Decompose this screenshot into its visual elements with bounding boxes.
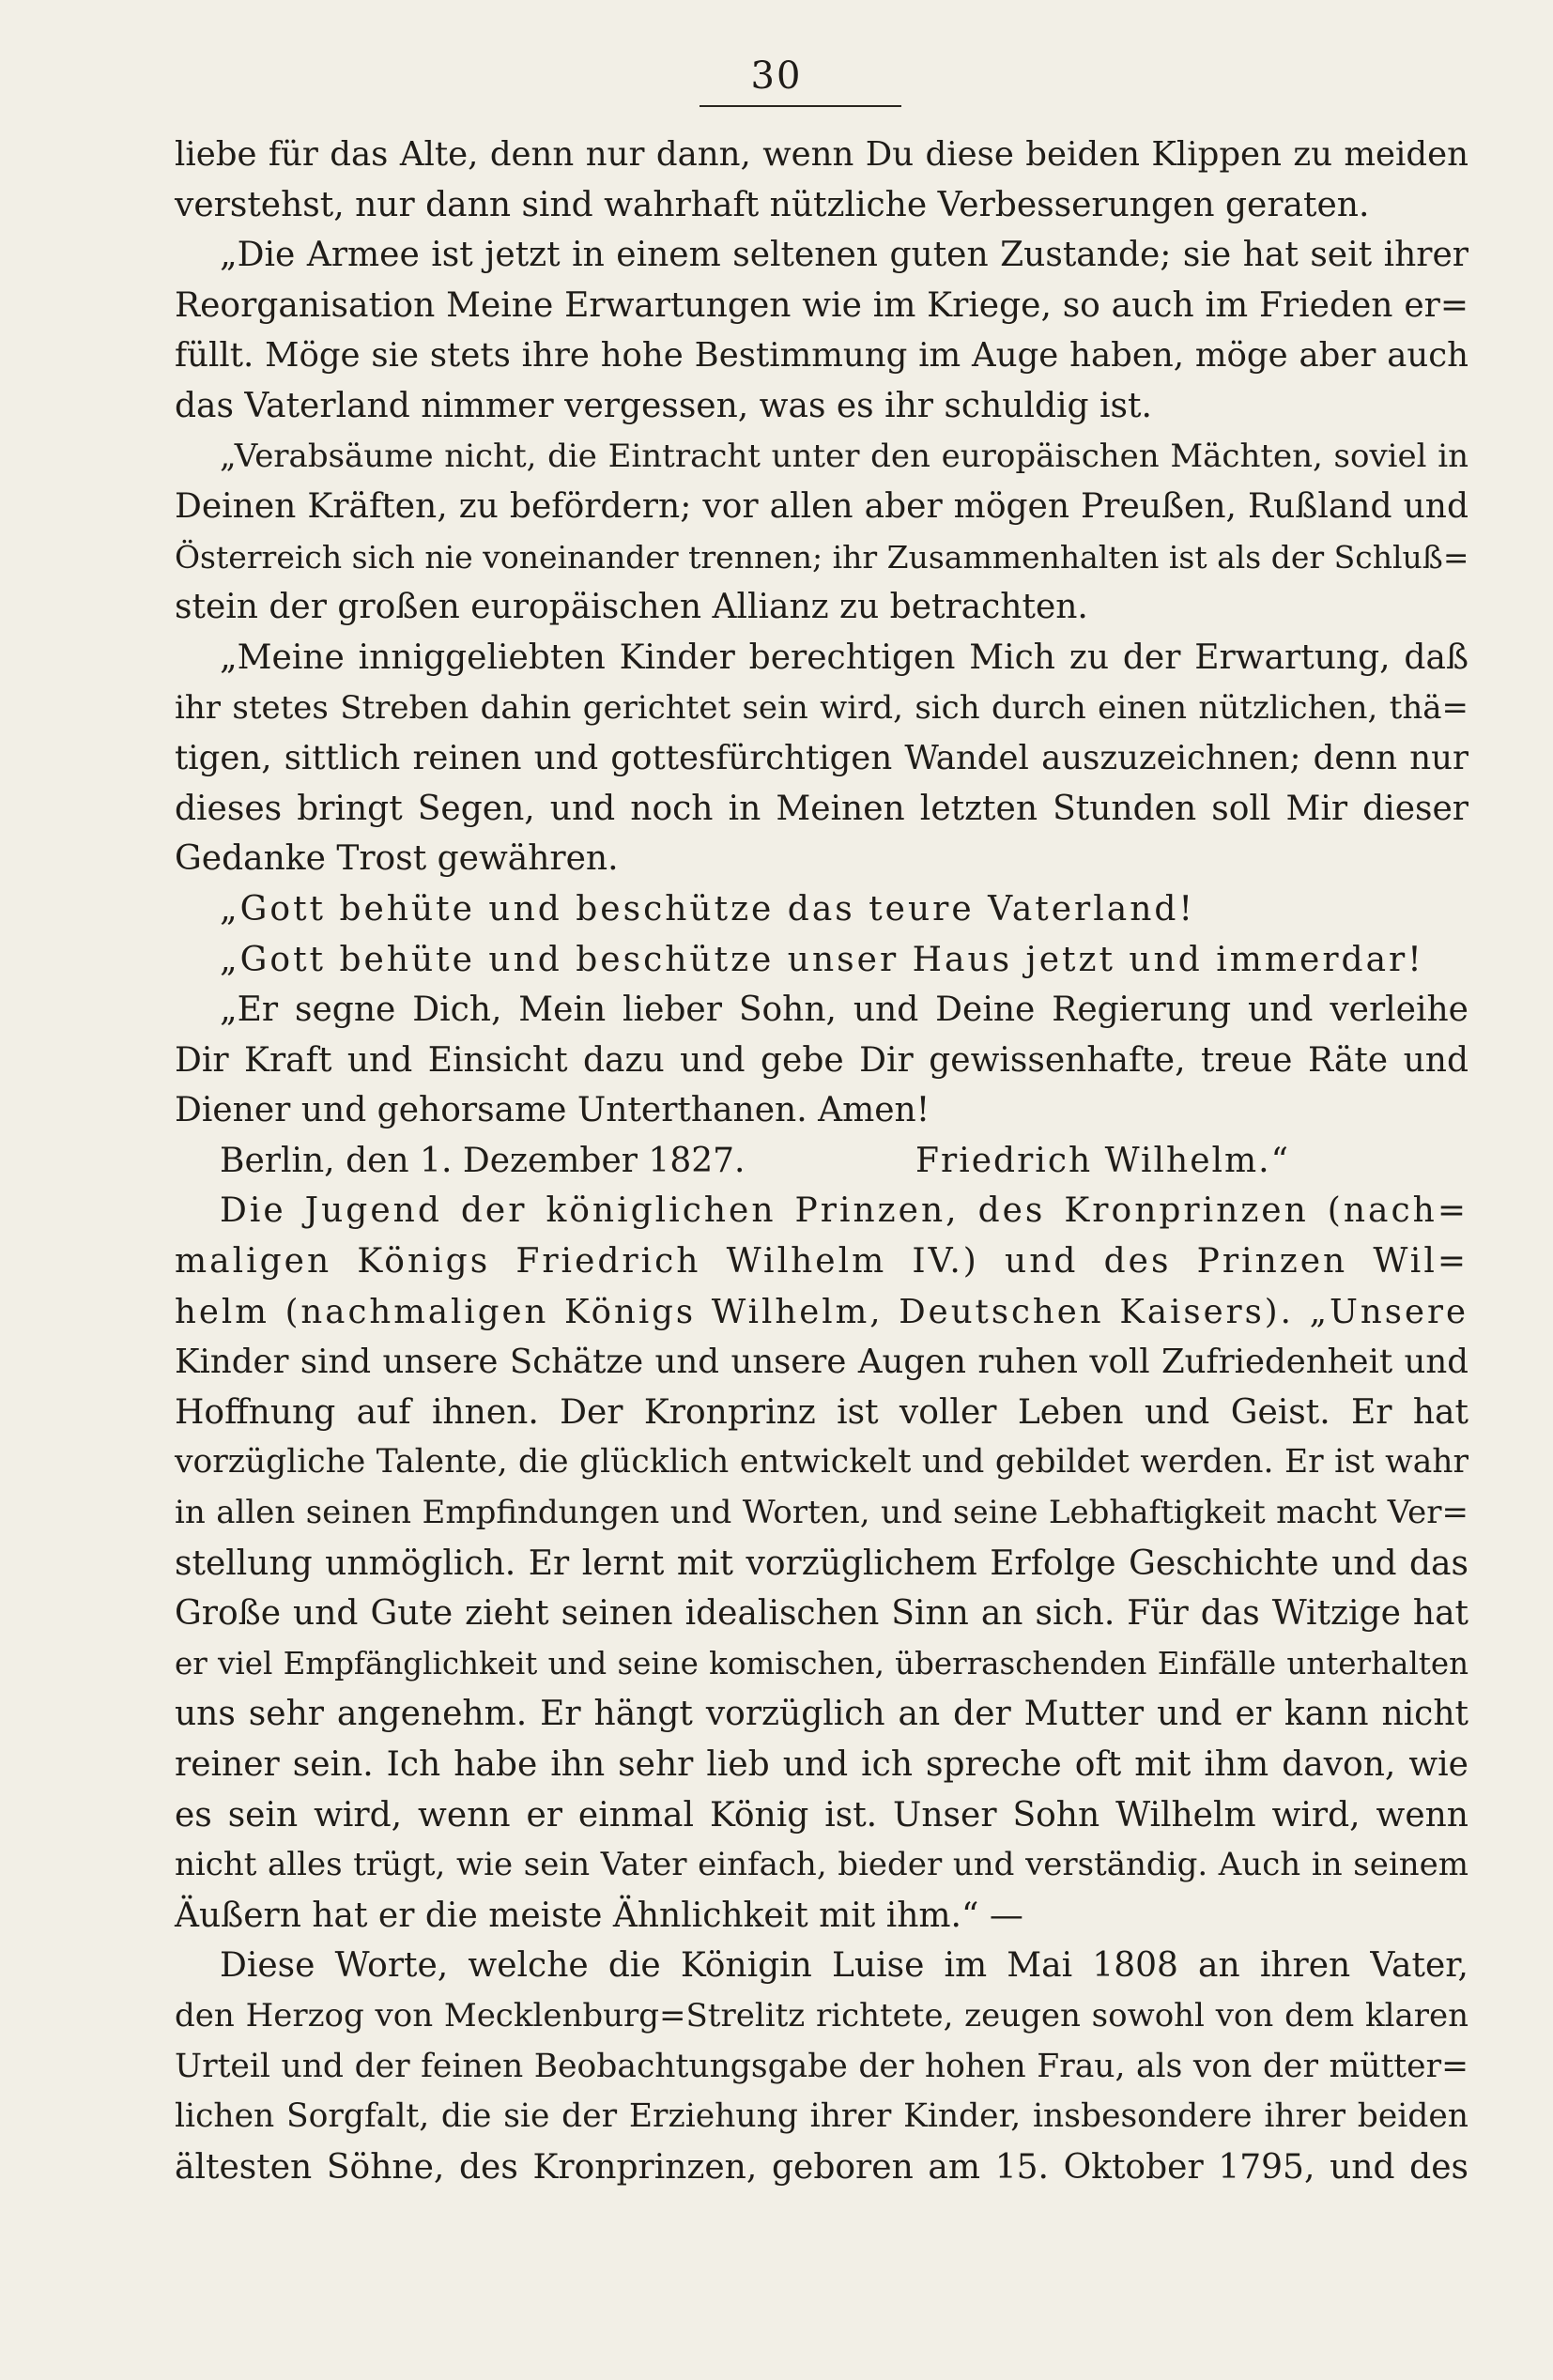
- text-line: Kinder sind unsere Schätze und unsere Augen ruhen voll Zufriedenheit und: [175, 1343, 1468, 1382]
- text-line: Hoffnung auf ihnen. Der Kronprinz ist voller Leben und Geist. Er hat: [175, 1392, 1468, 1432]
- text-line: er viel Empfänglichkeit und seine komischen, überraschenden Einfälle unterhalten: [175, 1645, 1468, 1681]
- text-line: Die Jugend der königlichen Prinzen, des Kronprinzen (nach=: [220, 1191, 1468, 1231]
- text-line: tigen, sittlich reinen und gottesfürchtigen Wandel auszuzeichnen; denn nur: [175, 739, 1468, 778]
- page-number: 30: [750, 54, 803, 98]
- header-rule: [700, 105, 901, 107]
- text-line: Dir Kraft und Einsicht dazu und gebe Dir gewissenhafte, treue Räte und: [175, 1040, 1468, 1080]
- text-line: Gedanke Trost gewähren.: [175, 839, 619, 879]
- text-line: ältesten Söhne, des Kronprinzen, geboren am 15. Oktober 1795, und des: [175, 2147, 1468, 2187]
- text-line: ihr stetes Streben dahin gerichtet sein wird, sich durch einen nützlichen, thä=: [175, 688, 1468, 727]
- text-line: lichen Sorgfalt, die sie der Erziehung ihrer Kinder, insbesondere ihrer beiden: [175, 2097, 1468, 2136]
- text-line: Äußern hat er die meiste Ähnlichkeit mit ihm.“ —: [175, 1896, 1023, 1935]
- text-line: es sein wird, wenn er einmal König ist. Unser Sohn Wilhelm wird, wenn: [175, 1795, 1468, 1835]
- dateline: Berlin, den 1. Dezember 1827.: [220, 1141, 746, 1180]
- text-line: dieses bringt Segen, und noch in Meinen letzten Stunden soll Mir dieser: [175, 789, 1468, 828]
- text-line: „Verabsäume nicht, die Eintracht unter den europäischen Mächten, soviel in: [220, 437, 1468, 475]
- text-line: „Er segne Dich, Mein lieber Sohn, und Deine Regierung und verleihe: [220, 990, 1468, 1030]
- text-line: „Gott behüte und beschütze unser Haus jetzt und immerdar!: [220, 940, 1424, 979]
- text-line: stellung unmöglich. Er lernt mit vorzüglichem Erfolge Geschichte und das: [175, 1543, 1468, 1583]
- text-line: stein der großen europäischen Allianz zu betrachten.: [175, 588, 1088, 627]
- text-line: in allen seinen Empfindungen und Worten, und seine Lebhaftigkeit macht Ver=: [175, 1494, 1468, 1532]
- text-line: reiner sein. Ich habe ihn sehr lieb und ich spreche oft mit ihm davon, wie: [175, 1745, 1468, 1784]
- text-line: Urteil und der feinen Beobachtungsgabe der hohen Frau, als von der mütter=: [175, 2047, 1468, 2085]
- text-line: Deinen Kräften, zu befördern; vor allen aber mögen Preußen, Rußland und: [175, 487, 1468, 527]
- text-line: Große und Gute zieht seinen idealischen Sinn an sich. Für das Witzige hat: [175, 1594, 1468, 1634]
- text-line: den Herzog von Mecklenburg=Strelitz richtete, zeugen sowohl von dem klaren: [175, 1996, 1468, 2035]
- text-line: das Vaterland nimmer vergessen, was es ihr schuldig ist.: [175, 386, 1152, 425]
- text-line: „Meine inniggeliebten Kinder berechtigen Mich zu der Erwartung, daß: [220, 637, 1468, 677]
- text-line: füllt. Möge sie stets ihre hohe Bestimmung im Auge haben, möge aber auch: [175, 336, 1468, 376]
- text-line: Österreich sich nie voneinander trennen; ihr Zusammenhalten ist als der Schluß=: [175, 538, 1469, 576]
- text-line: Diese Worte, welche die Königin Luise im Mai 1808 an ihren Vater,: [220, 1946, 1468, 1986]
- text-line: vorzügliche Talente, die glücklich entwickelt und gebildet werden. Er ist wahr: [175, 1443, 1468, 1482]
- text-line: „Gott behüte und beschütze das teure Vaterland!: [220, 889, 1195, 929]
- text-line: helm (nachmaligen Königs Wilhelm, Deutschen Kaisers). „Unsere: [175, 1292, 1468, 1331]
- text-line: Diener und gehorsame Unterthanen. Amen!: [175, 1091, 930, 1130]
- signature-line: [175, 1136, 1468, 1187]
- text-line: liebe für das Alte, denn nur dann, wenn Du diese beiden Klippen zu meiden: [175, 135, 1468, 174]
- text-line: Reorganisation Meine Erwartungen wie im Kriege, so auch im Frieden er=: [175, 285, 1468, 325]
- text-line: uns sehr angenehm. Er hängt vorzüglich an der Mutter und er kann nicht: [175, 1695, 1468, 1734]
- signature: Friedrich Wilhelm.“: [915, 1141, 1290, 1180]
- text-line: nicht alles trügt, wie sein Vater einfach, bieder und verständig. Auch in seinem: [175, 1846, 1468, 1884]
- text-line: verstehst, nur dann sind wahrhaft nützliche Verbesserungen geraten.: [175, 185, 1370, 224]
- text-line: maligen Königs Friedrich Wilhelm IV.) und des Prinzen Wil=: [175, 1242, 1468, 1282]
- text-body: [175, 130, 1468, 2192]
- text-line: „Die Armee ist jetzt in einem seltenen guten Zustande; sie hat seit ihrer: [220, 236, 1468, 275]
